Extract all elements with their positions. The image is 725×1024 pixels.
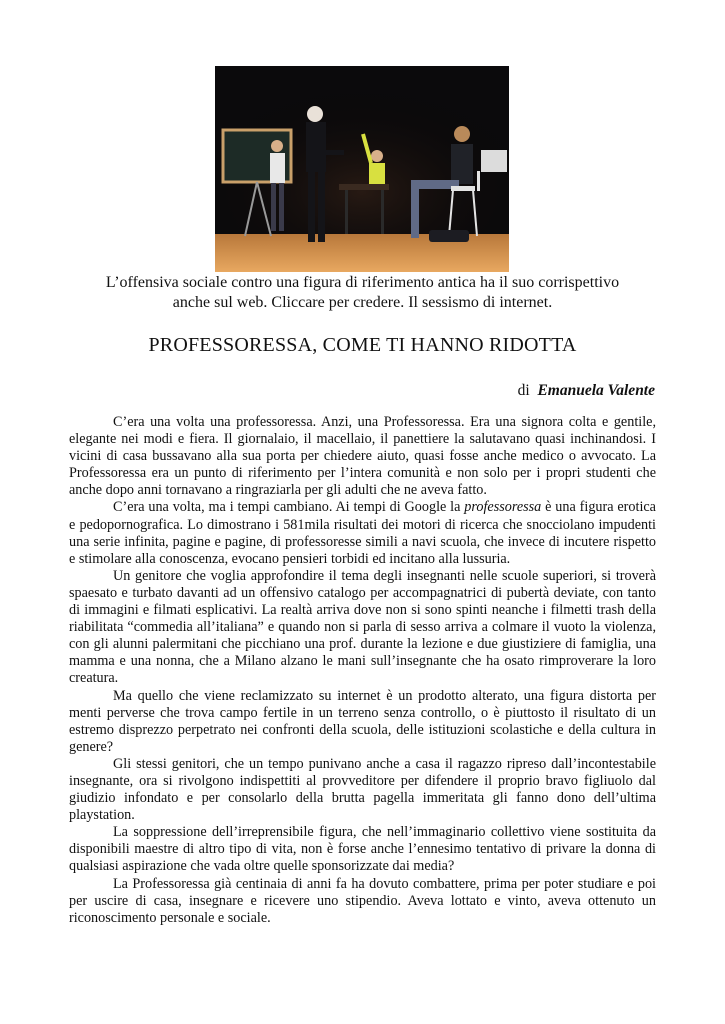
paragraph: Ma quello che viene reclamizzato su internet è un prodotto alterato, una figura distorta per menti perverse che trova campo fertile in un terreno senza controllo, o è piuttosto il risultato di un estremo disprezzo perpetrato nei confronti della scuola, delle istituzioni scolastiche e della cultura in genere?: [69, 687, 656, 755]
paragraph: La soppressione dell’irreprensibile figura, che nell’immaginario collettivo viene sostituita da disponibili maestre di altro tipo di vita, non è forse anche l’ennesimo tentativo di privare la donna di qualsiasi aspirazione che vada oltre quelle sponsorizzate dai media?: [69, 824, 656, 875]
photo-caption: [60, 273, 665, 313]
caption-line-1: L’offensiva sociale contro una figura di riferimento antica ha il suo corrispettivo: [105, 274, 620, 291]
article-title: PROFESSORESSA, COME TI HANNO RIDOTTA: [148, 334, 577, 356]
paragraph: La Professoressa già centinaia di anni fa ha dovuto combattere, prima per poter studiare e poi per uscire di casa, insegnare e ricevere uno stipendio. Aveva lottato e vinto, aveva ottenuto un riconoscimento personale e sociale.: [69, 875, 656, 926]
paragraph: Gli stessi genitori, che un tempo punivano anche a casa il ragazzo ripreso dall’incontestabile insegnante, ora si rivolgono indispettiti al provveditore per difendere il proprio bravo figliuolo dal giudizio infondato e per consolarlo della brutta pagella immeritata gli fanno dono dell’ultima playstation.: [69, 755, 656, 824]
paragraph: C’era una volta una professoressa. Anzi, una Professoressa. Era una signora colta e gentile, elegante nei modi e fiera. Il giornalaio, il macellaio, il panettiere la salutavano quasi inchinandosi. I vicini di casa bussavano alla sua porta per chiedere aiuto, quasi fosse anche medico o avvocato. La Professoressa era un punto di riferimento per l’intera comunità e non solo per i propri studenti che anche dopo anni tornavano a ringraziarla per gli adulti che ne aveva fatto.: [69, 414, 656, 499]
byline: [518, 382, 655, 400]
article-body: [69, 414, 656, 927]
article-photo: [215, 66, 509, 272]
paragraph: Un genitore che voglia approfondire il tema degli insegnanti nelle scuole superiori, si troverà spaesato e turbato davanti ad un offensivo catalogo per accompagnatrici di pubertà deviate, con tanto di immagini e filmati esplicativi. La realtà arriva dove non si sono spinti neanche i filmetti trash della riabilitata “commedia all’italiana” e quando non si parla di sesso arriva a colmare il vuoto la violenza, con gli alunni palermitani che picchiano una prof. durante la lezione e due giustiziere di famiglia, una mamma e una nonna, che a Milano alzano le mani sull’insegnante che ha osato rimproverare la loro creatura.: [69, 567, 656, 687]
italic-term: professoressa: [464, 499, 542, 516]
caption-line-2: anche sul web. Cliccare per credere. Il sessismo di internet.: [172, 294, 553, 311]
paragraph-text: C’era una volta, ma i tempi cambiano. Ai tempi di Google la: [113, 499, 465, 516]
author-name: Emanuela Valente: [537, 382, 655, 399]
paragraph: [69, 499, 656, 567]
theatre-scene-image: [215, 66, 509, 272]
byline-prefix: di: [517, 382, 530, 399]
paragraph-text: è una figura erotica e pedopornografica. Lo dimostrano i 581mila risultati dei motori di ricerca che snocciolano impudenti una serie infinita, pagine e pagine, di professoresse simili a navi scuola, che invece di incutere rispetto e stimolare alla conoscenza, evocano pensieri torbidi ed incitano alla lussuria.: [69, 499, 656, 567]
